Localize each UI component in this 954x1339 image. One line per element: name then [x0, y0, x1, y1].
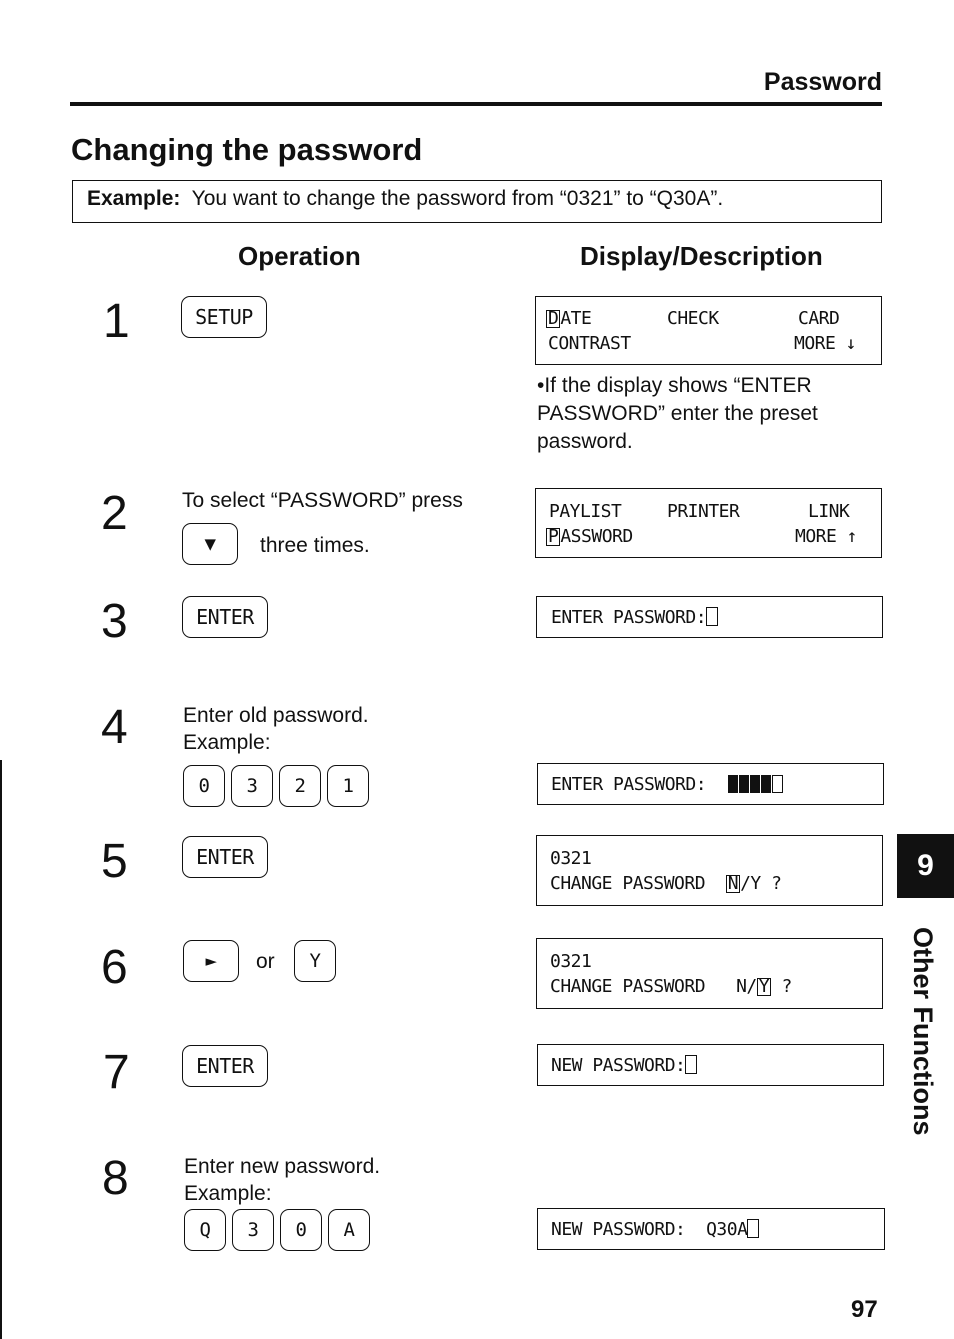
char-key[interactable]: 0	[280, 1209, 322, 1251]
lcd-option: ASSWORD	[560, 526, 633, 547]
masked-char	[728, 775, 738, 793]
example-text: You want to change the password from “0321” to “Q30A”.	[191, 187, 724, 210]
digit-key[interactable]: 1	[327, 765, 369, 807]
lcd-text: N/	[736, 976, 757, 997]
lcd-display	[536, 596, 883, 638]
example-label: Example:	[87, 187, 181, 210]
step-text: Enter old password.	[183, 704, 369, 727]
lcd-text: 0321	[550, 951, 592, 972]
step-number: 8	[102, 1152, 129, 1205]
char-key[interactable]: 3	[232, 1209, 274, 1251]
masked-char	[761, 775, 771, 793]
page-title: Changing the password	[71, 132, 423, 167]
lcd-option: CARD	[798, 308, 840, 329]
lcd-display	[536, 938, 883, 1009]
step-number: 6	[101, 941, 128, 994]
cursor-char: Y	[758, 976, 770, 997]
lcd-value: Q30A	[706, 1219, 748, 1240]
lcd-display	[537, 1044, 884, 1086]
lcd-display	[536, 835, 883, 906]
step-number: 7	[103, 1046, 130, 1099]
or-text: or	[256, 950, 275, 973]
lcd-display	[537, 1208, 885, 1250]
lcd-option: PAYLIST	[549, 501, 622, 522]
cursor-block	[747, 1219, 759, 1238]
step-text: To select “PASSWORD” press	[182, 489, 463, 512]
masked-char	[739, 775, 749, 793]
cursor-char: P	[548, 526, 559, 547]
lcd-text: ENTER PASSWORD:	[551, 774, 707, 795]
lcd-text: ?	[771, 976, 792, 997]
lcd-option: CONTRAST	[548, 333, 631, 354]
lcd-text: /Y ?	[740, 873, 782, 894]
cursor-block	[685, 1055, 697, 1074]
lcd-option: MORE ↑	[795, 526, 858, 547]
step-text: Example:	[183, 731, 271, 754]
digit-key[interactable]: 2	[279, 765, 321, 807]
step-note: •If the display shows “ENTER PASSWORD” enter the preset password.	[537, 374, 818, 453]
lcd-option: CHECK	[667, 308, 719, 329]
enter-key[interactable]: ENTER	[182, 596, 268, 638]
lcd-display	[537, 763, 884, 805]
lcd-option: MORE ↓	[794, 333, 857, 354]
digit-key[interactable]: 3	[231, 765, 273, 807]
char-key[interactable]: Q	[184, 1209, 226, 1251]
page-edge	[0, 760, 2, 1339]
masked-char	[750, 775, 760, 793]
lcd-option: LINK	[808, 501, 850, 522]
enter-key[interactable]: ENTER	[182, 1045, 268, 1087]
setup-key[interactable]: SETUP	[181, 296, 267, 338]
lcd-text: ENTER PASSWORD:	[551, 607, 707, 628]
digit-key[interactable]: 0	[183, 765, 225, 807]
example-box	[72, 180, 882, 223]
step-text: Enter new password.	[184, 1155, 381, 1178]
step-text: three times.	[260, 534, 370, 557]
step-number: 4	[101, 701, 128, 754]
display-heading: Display/Description	[580, 241, 823, 271]
right-arrow-key[interactable]: ►	[183, 940, 239, 982]
lcd-text: NEW PASSWORD:	[551, 1055, 686, 1076]
operation-heading: Operation	[238, 241, 361, 271]
cursor-block	[772, 775, 783, 793]
lcd-option: ATE	[560, 308, 592, 329]
header-rule	[70, 102, 882, 106]
lcd-option: PRINTER	[667, 501, 740, 522]
chapter-label: Other Functions	[908, 927, 938, 1136]
lcd-display	[535, 296, 882, 365]
lcd-text: 0321	[550, 848, 592, 869]
step-number: 1	[103, 295, 130, 348]
y-key[interactable]: Y	[294, 940, 336, 982]
step-text: Example:	[184, 1182, 272, 1205]
lcd-text: CHANGE PASSWORD	[550, 873, 706, 894]
lcd-text: CHANGE PASSWORD	[550, 976, 706, 997]
cursor-block	[706, 607, 718, 626]
cursor-char: N	[727, 873, 739, 894]
chapter-tab: 9	[897, 834, 954, 898]
down-arrow-key[interactable]: ▼	[182, 523, 238, 565]
section-header: Password	[763, 68, 882, 96]
step-number: 3	[101, 595, 128, 648]
char-key[interactable]: A	[328, 1209, 370, 1251]
enter-key[interactable]: ENTER	[182, 836, 268, 878]
step-number: 5	[101, 835, 128, 888]
page-number: 97	[851, 1296, 878, 1323]
step-number: 2	[101, 487, 128, 540]
lcd-display	[535, 488, 882, 558]
cursor-char: D	[548, 308, 559, 329]
lcd-text: NEW PASSWORD:	[551, 1219, 686, 1240]
